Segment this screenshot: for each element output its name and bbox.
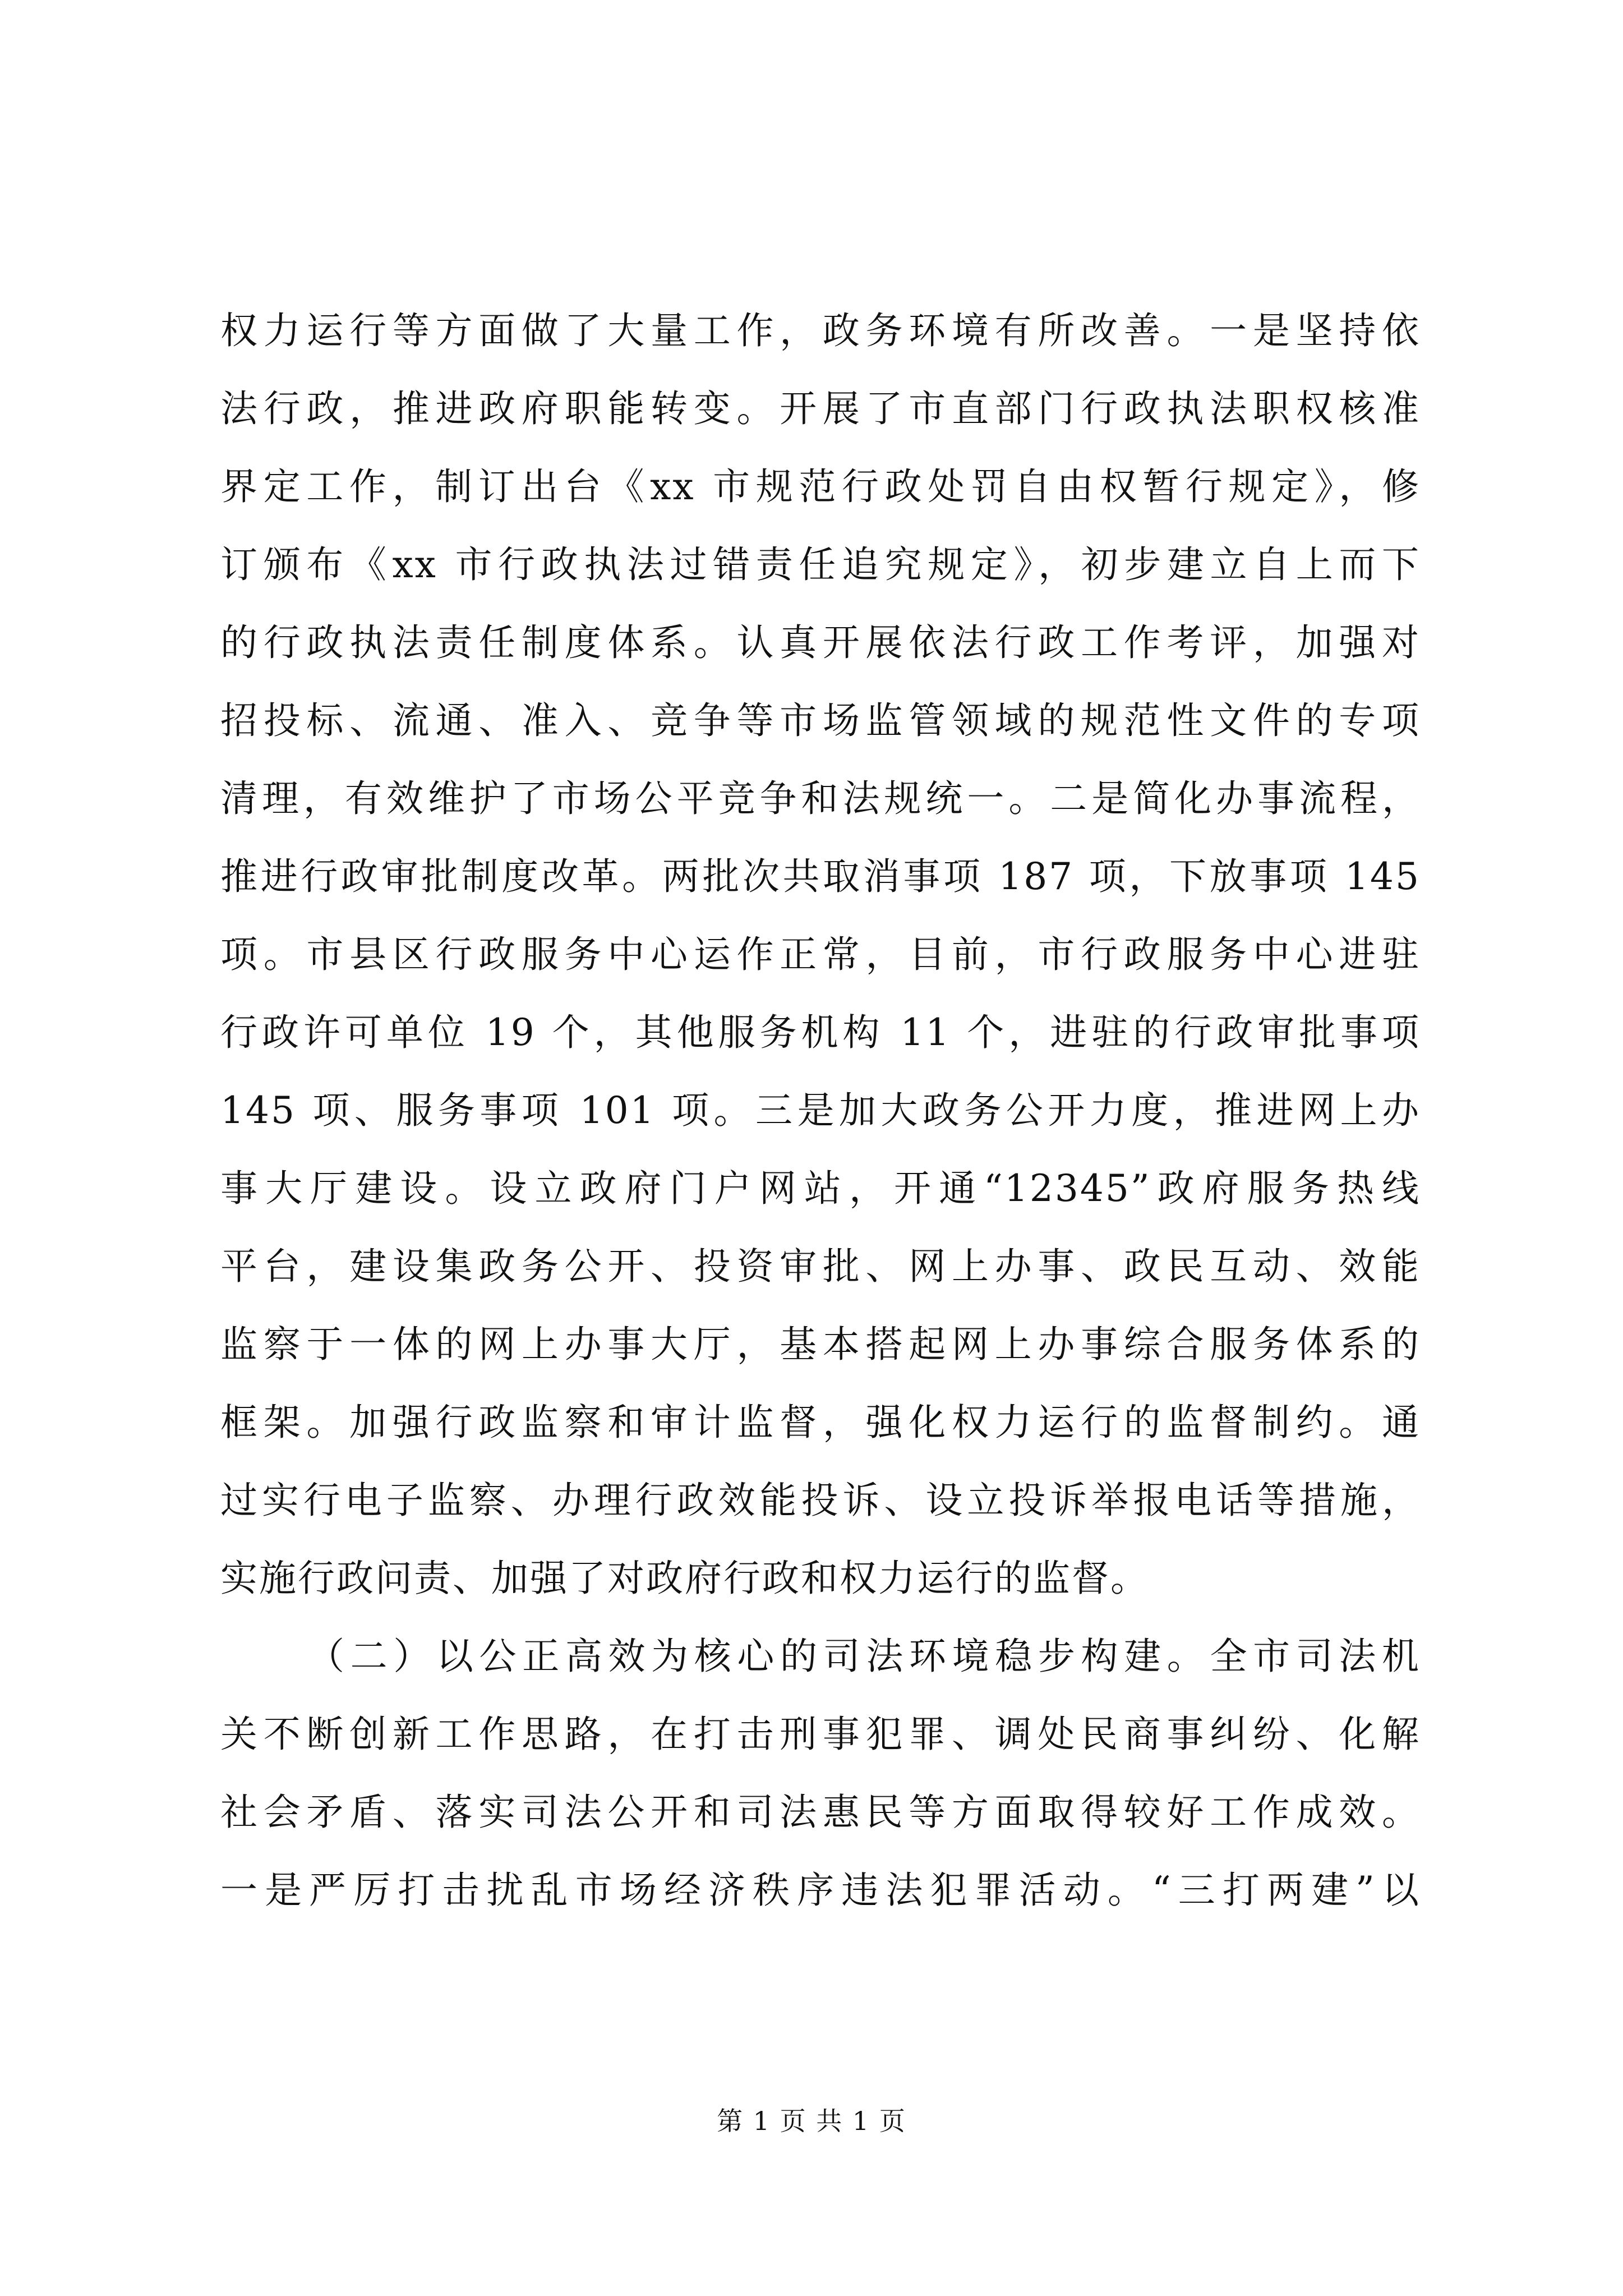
text-line: 过实行电子监察、办理行政效能投诉、设立投诉举报电话等措施， — [220, 1479, 1421, 1522]
text-line: 订颁布《xx 市行政执法过错责任追究规定》，初步建立自上而下 — [220, 543, 1421, 586]
text-line: 的行政执法责任制度体系。认真开展依法行政工作考评，加强对 — [220, 621, 1421, 664]
text-line: （二）以公正高效为核心的司法环境稳步构建。全市司法机 — [307, 1635, 1421, 1678]
text-line: 清理，有效维护了市场公平竞争和法规统一。二是简化办事流程， — [220, 777, 1421, 820]
page-footer: 第 1 页 共 1 页 — [717, 2106, 906, 2136]
text-line: 社会矛盾、落实司法公开和司法惠民等方面取得较好工作成效。 — [220, 1791, 1421, 1834]
text-line: 法行政，推进政府职能转变。开展了市直部门行政执法职权核准 — [220, 387, 1421, 430]
text-line: 实施行政问责、加强了对政府行政和权力运行的监督。 — [220, 1557, 1149, 1600]
text-line: 一是严厉打击扰乱市场经济秩序违法犯罪活动。“三打两建”以 — [220, 1869, 1421, 1912]
text-line: 平台，建设集政务公开、投资审批、网上办事、政民互动、效能 — [220, 1245, 1421, 1288]
text-line: 事大厅建设。设立政府门户网站，开通“12345”政府服务热线 — [220, 1167, 1421, 1210]
text-line: 145 项、服务事项 101 项。三是加大政务公开力度，推进网上办 — [220, 1089, 1421, 1132]
text-line: 关不断创新工作思路，在打击刑事犯罪、调处民商事纠纷、化解 — [220, 1713, 1421, 1756]
text-line: 界定工作，制订出台《xx 市规范行政处罚自由权暂行规定》，修 — [220, 465, 1421, 508]
text-line: 招投标、流通、准入、竞争等市场监管领域的规范性文件的专项 — [220, 699, 1421, 742]
text-line: 框架。加强行政监察和审计监督，强化权力运行的监督制约。通 — [220, 1401, 1421, 1444]
text-line: 推进行政审批制度改革。两批次共取消事项 187 项，下放事项 145 — [220, 855, 1421, 898]
body-text — [220, 292, 1421, 1929]
text-line: 权力运行等方面做了大量工作，政务环境有所改善。一是坚持依 — [220, 309, 1421, 352]
text-line: 行政许可单位 19 个，其他服务机构 11 个，进驻的行政审批事项 — [220, 1011, 1421, 1054]
text-line: 项。市县区行政服务中心运作正常，目前，市行政服务中心进驻 — [220, 933, 1421, 976]
text-line: 监察于一体的网上办事大厅，基本搭起网上办事综合服务体系的 — [220, 1323, 1421, 1366]
